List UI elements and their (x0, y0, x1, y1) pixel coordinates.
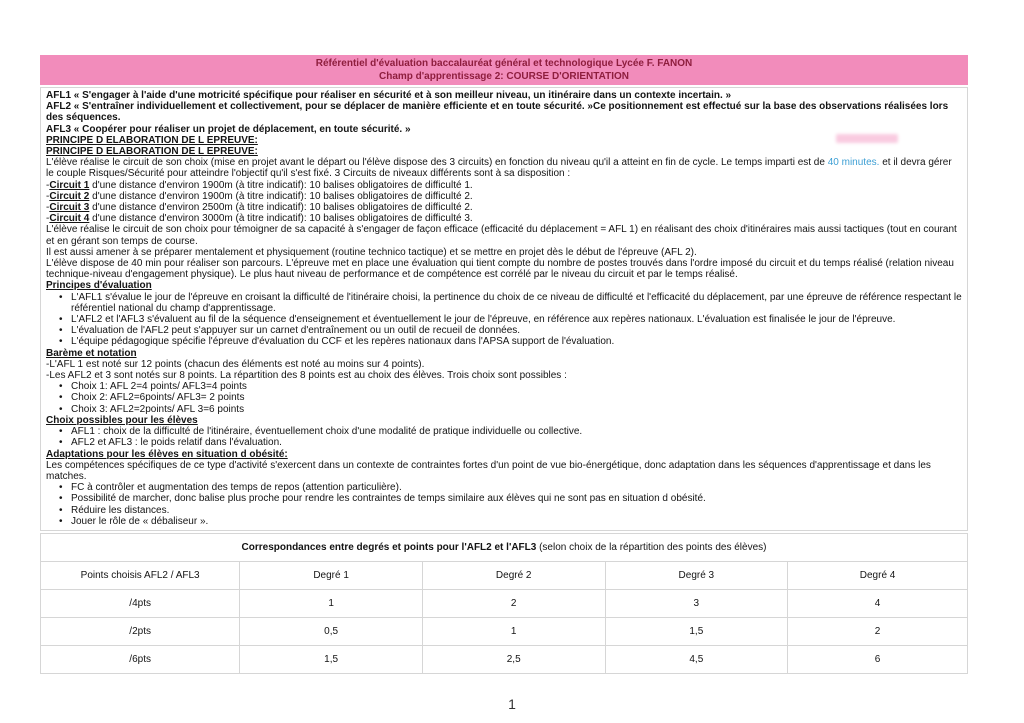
table-cell: 2 (788, 618, 968, 646)
section-heading (46, 449, 962, 460)
header-title-line2: Champ d'apprentissage 2: COURSE D'ORIENTATION (379, 71, 629, 82)
table-cell: 0,5 (240, 618, 423, 646)
text-run: d'une distance d'environ 2500m (à titre indicatif): 10 balises obligatoires de difficulté 2. (89, 202, 473, 214)
correspondence-table (40, 533, 968, 674)
table-cell: /4pts (41, 590, 240, 618)
text-run: L'équipe pédagogique spécifie l'épreuve d'évaluation du CCF et les repères nationaux dans l'APSA support de l'évaluation. (71, 336, 615, 348)
text-run: Barème et notation (46, 347, 137, 359)
text-run: - (46, 179, 50, 191)
table-title-bold: Correspondances entre degrés et points pour l'AFL2 et l'AFL3 (241, 542, 537, 553)
paragraph (46, 258, 962, 280)
table-header-cell: Degré 3 (605, 562, 788, 590)
table-cell: 2 (422, 590, 605, 618)
paragraph (46, 247, 962, 258)
bullet-item (46, 325, 962, 336)
bullet-icon: • (59, 426, 63, 438)
bullet-item (46, 437, 962, 448)
bullet-icon: • (59, 437, 63, 449)
text-run: AFL2 et AFL3 : le poids relatif dans l'évaluation. (71, 437, 282, 449)
text-run: Circuit 3 (49, 202, 90, 214)
page-number: 1 (508, 696, 516, 712)
text-run: PRINCIPE D ELABORATION DE L EPREUVE: (46, 146, 258, 158)
text-run: Il est aussi amener à se préparer mentalement et physiquement (routine technico tactique) et se mettre en projet dès le début de l'épreuve (AFL 2). (46, 246, 697, 258)
text-run: Circuit 1 (49, 179, 90, 191)
section-heading (46, 135, 962, 146)
pink-highlight-artifact (836, 134, 898, 143)
paragraph (46, 101, 962, 123)
bullet-item (46, 493, 962, 504)
table-cell: 1,5 (605, 618, 788, 646)
text-run: AFL2 « S'entraîner individuellement et collectivement, pour se déplacer de manière efficiente et en toute sécurité. »Ce positionnement est effectué sur la base des observations réalisées lors des séquences. (46, 101, 949, 124)
text-run: L'élève dispose de 40 min pour réaliser son parcours. L'épreuve met en place une évaluation qui tient compte du nombre de postes trouvés dans l'ordre imposé du circuit et du temps réalisé (relation niveau technique-niveau d'engagement physique). Le plus haut niveau de performance et de compétence est corrélé par le niveau du circuit et par le temps réalisé. (46, 258, 954, 281)
table-title-row (41, 534, 968, 562)
table-header-row (41, 562, 968, 590)
table-cell: 4 (788, 590, 968, 618)
text-run: Réduire les distances. (71, 504, 170, 516)
text-run: Circuit 2 (49, 190, 90, 202)
bullet-item (46, 292, 962, 314)
text-run: L'AFL2 et l'AFL3 s'évaluent au fil de la séquence d'enseignement et éventuellement le jour de l'épreuve, en référence aux repères nationaux. L'évaluation est finalisée le jour de l'épreuve. (71, 314, 896, 326)
document-header (40, 55, 968, 85)
text-run: d'une distance d'environ 1900m (à titre indicatif): 10 balises obligatoires de difficulté 2. (89, 190, 473, 202)
text-run: - (46, 202, 50, 214)
table-cell: 1 (422, 618, 605, 646)
header-title-line1: Référentiel d'évaluation baccalauréat général et technologique Lycée F. FANON (315, 58, 693, 69)
bullet-item (46, 516, 962, 527)
bullet-icon: • (59, 493, 63, 505)
table-title-cell (41, 534, 968, 562)
text-run: et il devra gérer le couple Risques/Sécurité pour atteindre l'objectif qu'il s'est fixé. 3 Circuits de niveaux différents sont à sa disposition : (46, 157, 952, 180)
text-run: AFL1 : choix de la difficulté de l'itinéraire, éventuellement choix d'une modalité de pratique individuelle ou collective. (71, 426, 583, 438)
bullet-icon: • (59, 336, 63, 348)
bullet-item (46, 482, 962, 493)
table-cell: /6pts (41, 646, 240, 674)
text-run: L'évaluation de l'AFL2 peut s'appuyer sur un carnet d'entraînement ou un outil de recueil de données. (71, 325, 521, 337)
text-run: Choix possibles pour les élèves (46, 414, 198, 426)
paragraph (46, 224, 962, 246)
bullet-item (46, 336, 962, 347)
text-run: Choix 2: AFL2=6points/ AFL3= 2 points (71, 392, 245, 404)
table-row (41, 646, 968, 674)
section-heading (46, 348, 962, 359)
text-run: 40 minutes. (827, 157, 880, 169)
text-run: Les compétences spécifiques de ce type d'activité s'exercent dans un contexte de contraintes fortes d'un point de vue bio-énergétique, donc adaptation dans les séquences d'apprentissage et dans les matches. (46, 459, 931, 482)
bullet-icon: • (59, 515, 63, 527)
bullet-icon: • (59, 403, 63, 415)
text-run: L'élève réalise le circuit de son choix (mise en projet avant le départ ou l'élève dispose des 3 circuits) en fonction du niveau qu'il a atteint en fin de cycle. Le temps imparti est de (46, 157, 828, 169)
text-run: FC à contrôler et augmentation des temps de repos (attention particulière). (71, 482, 402, 494)
paragraph (46, 213, 962, 224)
paragraph (46, 180, 962, 191)
bullet-icon: • (59, 291, 63, 303)
bullet-item (46, 381, 962, 392)
paragraph (46, 202, 962, 213)
text-run: - (46, 190, 50, 202)
text-run: AFL1 « S'engager à l'aide d'une motricité spécifique pour réaliser en sécurité et à son meilleur niveau, un itinéraire dans un contexte incertain. » (46, 90, 732, 101)
bullet-item (46, 404, 962, 415)
section-heading (46, 146, 962, 157)
table-cell: 3 (605, 590, 788, 618)
bullet-icon: • (59, 482, 63, 494)
text-run: Choix 3: AFL2=2points/ AFL 3=6 points (71, 403, 245, 415)
text-run: - (46, 213, 50, 225)
text-run: -Les AFL2 et 3 sont notés sur 8 points. La répartition des 8 points est au choix des élèves. Trois choix sont possibles : (46, 370, 567, 382)
table-cell: /2pts (41, 618, 240, 646)
text-run: Principes d'évaluation (46, 280, 152, 292)
bullet-item (46, 392, 962, 403)
bullet-item (46, 426, 962, 437)
text-run: Possibilité de marcher, donc balise plus proche pour rendre les contraintes de temps similaire aux élèves qui ne sont pas en situation d obésité. (71, 493, 706, 505)
correspondence-table-section (40, 533, 968, 674)
text-run: L'élève réalise le circuit de son choix pour témoigner de sa capacité à s'engager de façon efficace (efficacité du déplacement = AFL 1) en réalisant des choix d'itinéraires mais aussi tactiques (tout en courant et en gérant son temps de course. (46, 224, 957, 247)
text-run: d'une distance d'environ 1900m (à titre indicatif): 10 balises obligatoires de difficulté 1. (89, 179, 473, 191)
document-body (40, 87, 968, 531)
table-row (41, 590, 968, 618)
paragraph (46, 359, 962, 370)
text-run: Adaptations pour les élèves en situation d obésité: (46, 448, 288, 460)
table-header-cell: Degré 1 (240, 562, 423, 590)
table-row (41, 618, 968, 646)
paragraph (46, 191, 962, 202)
bullet-icon: • (59, 504, 63, 516)
bullet-icon: • (59, 392, 63, 404)
bullet-icon: • (59, 325, 63, 337)
bullet-icon: • (59, 314, 63, 326)
paragraph (46, 460, 962, 482)
text-run: Choix 1: AFL 2=4 points/ AFL3=4 points (71, 381, 247, 393)
table-cell: 4,5 (605, 646, 788, 674)
text-run: Circuit 4 (49, 213, 90, 225)
table-cell: 6 (788, 646, 968, 674)
section-heading (46, 415, 962, 426)
table-header-cell: Degré 4 (788, 562, 968, 590)
paragraph (46, 90, 962, 101)
paragraph (46, 124, 962, 135)
table-cell: 1 (240, 590, 423, 618)
text-run: d'une distance d'environ 3000m (à titre indicatif): 10 balises obligatoires de difficulté 3. (89, 213, 473, 225)
paragraph (46, 370, 962, 381)
text-run: AFL3 « Coopérer pour réaliser un projet de déplacement, en toute sécurité. » (46, 123, 411, 135)
table-cell: 2,5 (422, 646, 605, 674)
text-run: -L'AFL 1 est noté sur 12 points (chacun des éléments est noté au moins sur 4 points). (46, 358, 425, 370)
table-header-cell: Points choisis AFL2 / AFL3 (41, 562, 240, 590)
table-title-rest: (selon choix de la répartition des points des élèves) (536, 542, 767, 553)
bullet-icon: • (59, 381, 63, 393)
section-heading (46, 280, 962, 291)
text-run: Jouer le rôle de « débaliseur ». (71, 515, 209, 527)
table-header-cell: Degré 2 (422, 562, 605, 590)
text-run: PRINCIPE D ELABORATION DE L EPREUVE: (46, 134, 258, 146)
bullet-item (46, 505, 962, 516)
text-run: L'AFL1 s'évalue le jour de l'épreuve en croisant la difficulté de l'itinéraire choisi, la pertinence du choix de ce niveau de difficulté et l'efficacité du déplacement, par une épreuve de référence respectant le référentiel national du champ d'apprentissage. (71, 291, 962, 314)
paragraph (46, 157, 962, 179)
table-cell: 1,5 (240, 646, 423, 674)
bullet-item (46, 314, 962, 325)
